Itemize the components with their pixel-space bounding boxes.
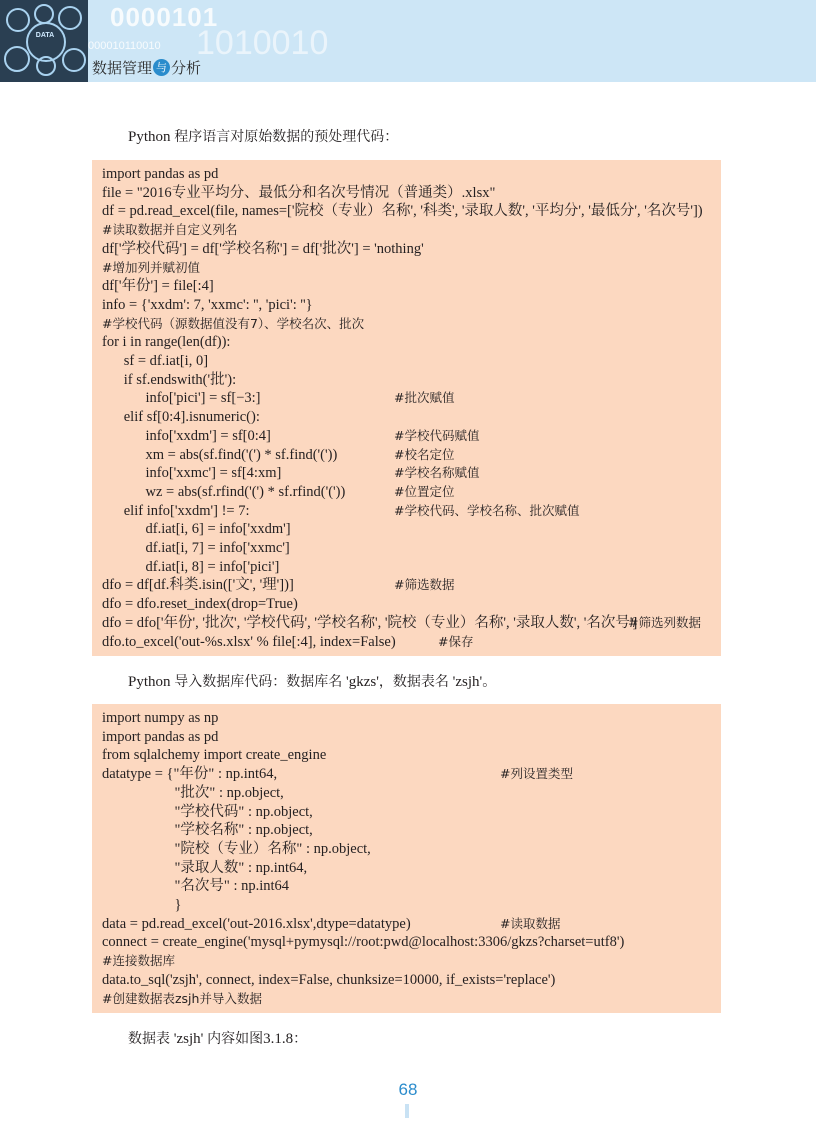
code-block-import <box>92 704 721 1013</box>
circle-icon <box>34 4 54 24</box>
page-number-bar <box>405 1104 409 1118</box>
code-line: connect = create_engine('mysql+pymysql://root:pwd@localhost:3306/gkzs?charset=utf8') <box>102 934 625 951</box>
table-paragraph <box>128 1029 307 1049</box>
code-line: "院校（专业）名称" : np.object, <box>102 840 371 857</box>
code-comment: #保存 <box>438 633 474 649</box>
code-line: elif info['xxdm'] != 7: <box>102 502 250 519</box>
code-comment: #筛选列数据 <box>628 614 701 630</box>
code-line: "批次" : np.object, <box>102 784 284 801</box>
code-line: dfo = df[df.科类.isin(['文', '理'])] <box>102 577 294 594</box>
code-line: dfo = dfo['年份', '批次', '学校代码', '学校名称', '院校（专业）名称', '录取人数', '名次号'] <box>102 614 638 631</box>
code-line: wz = abs(sf.rfind('(') * sf.rfind('(')) <box>102 483 346 500</box>
code-line: elif sf[0:4].isnumeric(): <box>102 409 260 426</box>
paragraph-text: 导入数据库代码：数据库名 <box>174 674 343 690</box>
code-line: import pandas as pd <box>102 728 219 745</box>
circle-icon <box>36 56 56 76</box>
code-line: #创建数据表zsjh并导入数据 <box>102 990 262 1006</box>
code-line: df.iat[i, 6] = info['xxdm'] <box>102 521 291 538</box>
code-line: df = pd.read_excel(file, names=['院校（专业）名称', '科类', '录取人数', '平均分', '最低分', '名次号']) <box>102 203 703 220</box>
code-comment: #学校代码、学校名称、批次赋值 <box>394 502 580 518</box>
code-line: if sf.endswith('批'): <box>102 371 237 388</box>
code-line: file = "2016专业平均分、最低分和名次号情况（普通类）.xlsx" <box>102 184 496 201</box>
code-line: "学校代码" : np.object, <box>102 803 313 820</box>
code-line: from sqlalchemy import create_engine <box>102 747 327 764</box>
code-line: dfo.to_excel('out-%s.xlsx' % file[:4], index=False) <box>102 633 396 650</box>
paragraph-text: Python <box>128 129 171 145</box>
code-line: data = pd.read_excel('out-2016.xlsx',dtype=datatype) <box>102 915 411 932</box>
binary-digits: 000010110010 <box>88 40 161 52</box>
paragraph-text: ： <box>293 1031 308 1047</box>
code-comment: #学校名称赋值 <box>394 465 480 481</box>
code-line: #增加列并赋初值 <box>102 259 200 275</box>
code-comment: #学校代码赋值 <box>394 427 480 443</box>
paragraph-text: 'zsjh' <box>173 1031 204 1047</box>
paragraph-text: 内容如图 <box>207 1031 264 1047</box>
book-title-part: 分析 <box>171 58 202 77</box>
code-line: "名次号" : np.int64 <box>102 878 290 895</box>
code-line: "录取人数" : np.int64, <box>102 859 308 876</box>
code-line: info = {'xxdm': 7, 'xxmc': '', 'pici': ''} <box>102 296 313 313</box>
paragraph-text: 'zsjh' <box>452 674 483 690</box>
page-header <box>0 0 816 82</box>
code-line: datatype = {"年份" : np.int64, <box>102 766 278 783</box>
code-line: df.iat[i, 7] = info['xxmc'] <box>102 540 290 556</box>
code-line: import numpy as np <box>102 710 219 726</box>
code-comment: #列设置类型 <box>500 766 573 782</box>
code-line: sf = df.iat[i, 0] <box>102 353 209 369</box>
book-title-part: 数据管理 <box>92 58 153 77</box>
code-line: for i in range(len(df)): <box>102 334 231 351</box>
book-title-badge: 与 <box>153 59 170 76</box>
code-line: #连接数据库 <box>102 953 175 969</box>
code-line: import pandas as pd <box>102 166 219 182</box>
binary-digits: 1010010 <box>196 24 329 62</box>
code-line: info['pici'] = sf[−3:] <box>102 390 261 407</box>
book-title <box>92 56 201 78</box>
code-line: xm = abs(sf.find('(') * sf.find('(')) <box>102 446 338 463</box>
binary-digits: 0000101 <box>110 2 219 32</box>
paragraph-text: 。 <box>482 674 497 690</box>
paragraph-text: ，数据表名 <box>378 674 449 690</box>
code-line: #学校代码（源数据值没有7）、学校名次、批次 <box>102 315 365 331</box>
thumbnail-label: DATA <box>35 32 55 39</box>
paragraph-text: 数据表 <box>128 1031 170 1047</box>
code-comment: #校名定位 <box>394 446 455 462</box>
code-line: "学校名称" : np.object, <box>102 822 313 839</box>
paragraph-text: 3.1.8 <box>263 1031 294 1047</box>
code-comment: #筛选数据 <box>394 577 455 593</box>
data-management-thumbnail <box>0 0 88 82</box>
import-paragraph <box>128 672 496 692</box>
code-line: dfo = dfo.reset_index(drop=True) <box>102 596 298 613</box>
code-line: info['xxmc'] = sf[4:xm] <box>102 465 282 482</box>
paragraph-text: 'gkzs' <box>346 674 379 690</box>
code-line: data.to_sql('zsjh', connect, index=False, chunksize=10000, if_exists='replace') <box>102 971 556 988</box>
code-line: df['学校代码'] = df['学校名称'] = df['批次'] = 'nothing' <box>102 240 424 257</box>
circle-icon <box>6 8 30 32</box>
page-number: 68 <box>398 1080 418 1099</box>
intro-paragraph <box>128 127 398 147</box>
code-line: #读取数据并自定义列名 <box>102 222 238 238</box>
code-comment: #位置定位 <box>394 483 455 499</box>
code-line: info['xxdm'] = sf[0:4] <box>102 427 271 444</box>
code-line: df['年份'] = file[:4] <box>102 278 214 295</box>
code-block-preprocess <box>92 160 721 656</box>
circle-icon <box>4 46 30 72</box>
code-line: df.iat[i, 8] = info['pici'] <box>102 558 280 575</box>
code-comment: #批次赋值 <box>394 390 455 406</box>
circle-icon <box>62 48 86 72</box>
circle-icon <box>58 6 82 30</box>
code-line: } <box>102 897 182 913</box>
paragraph-text: 程序语言对原始数据的预处理代码： <box>174 129 399 145</box>
paragraph-text: Python <box>128 674 171 690</box>
code-comment: #读取数据 <box>500 915 561 931</box>
